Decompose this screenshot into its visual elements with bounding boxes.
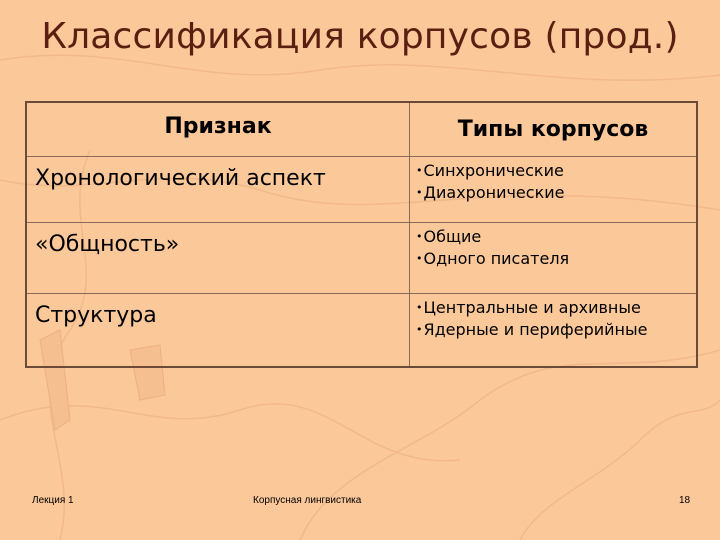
page-number: 18 bbox=[679, 495, 691, 506]
header-feature: Признак bbox=[26, 102, 410, 157]
row-feature: Структура bbox=[26, 294, 410, 368]
table-row bbox=[26, 157, 697, 223]
row-feature: «Общность» bbox=[26, 223, 410, 294]
bullet-item: • Ядерные и периферийные bbox=[416, 320, 696, 342]
bullet-item: • Диахронические bbox=[416, 183, 696, 205]
row-types bbox=[410, 157, 698, 223]
bullet-item: • Общие bbox=[416, 227, 696, 249]
bullet-item: • Центральные и архивные bbox=[416, 298, 696, 320]
row-types bbox=[410, 294, 698, 368]
footer-lecture: Лекция 1 bbox=[32, 495, 74, 506]
table-header-row bbox=[26, 102, 697, 157]
table-row bbox=[26, 294, 697, 368]
classification-table bbox=[25, 101, 698, 368]
row-types bbox=[410, 223, 698, 294]
bullet-item: • Одного писателя bbox=[416, 249, 696, 271]
header-types: Типы корпусов bbox=[410, 102, 698, 157]
footer-course: Корпусная лингвистика bbox=[253, 495, 362, 506]
slide-title: Классификация корпусов (прод.) bbox=[41, 16, 679, 57]
row-feature: Хронологический аспект bbox=[26, 157, 410, 223]
table-row bbox=[26, 223, 697, 294]
bullet-item: • Синхронические bbox=[416, 161, 696, 183]
